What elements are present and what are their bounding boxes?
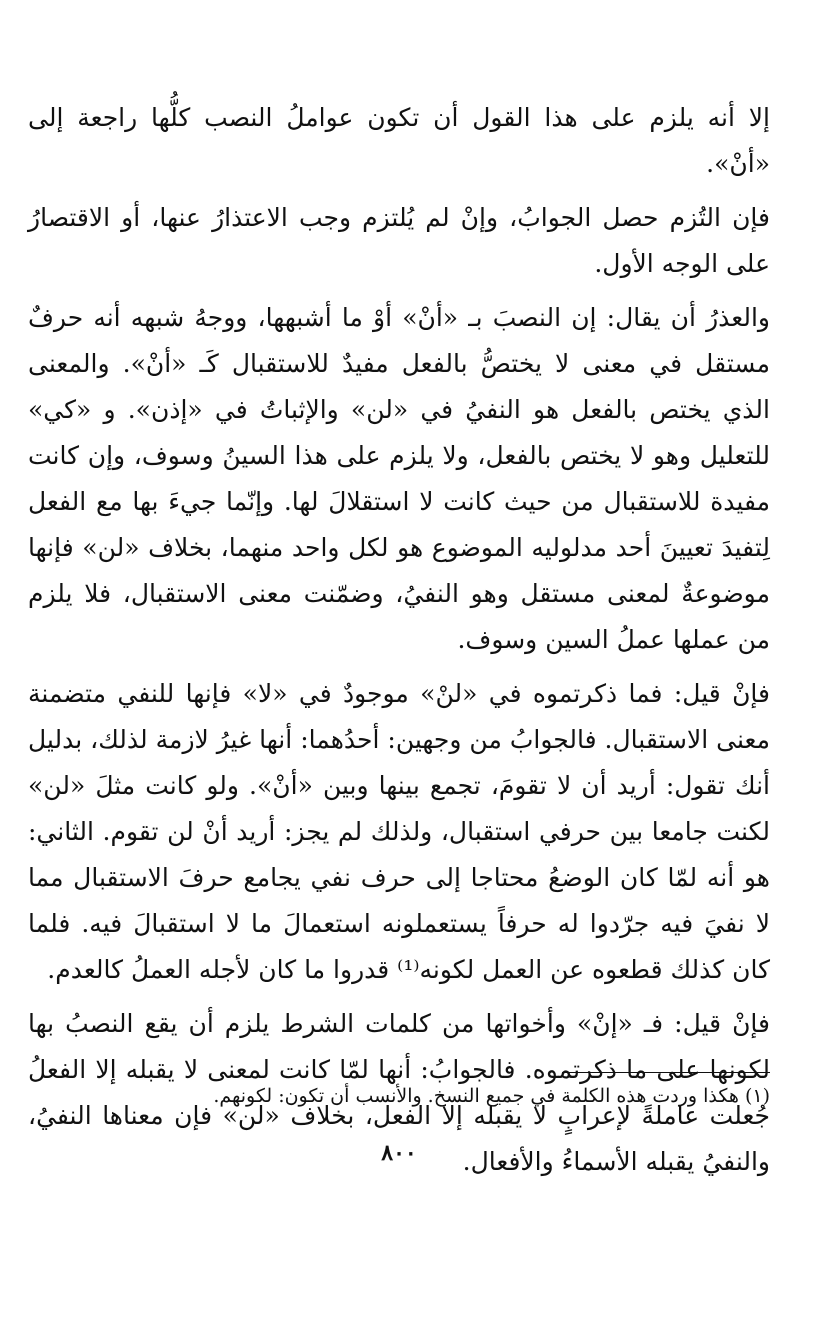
paragraph-1: إلا أنه يلزم على هذا القول أن تكون عواملُ النصب كلُّها راجعة إلى «أنْ». — [28, 103, 770, 178]
paragraph-5: فإنْ قيل: فـ «إنْ» وأخواتها من كلمات الشرط يلزم أن يقع النصبُ بها لكونها على ما ذكرتموه. فالجوابُ: أنها لمّا كانت لمعنى لا يقبله إلا الفعلُ جُعلت عاملةً لإعرابٍ لا يقبله إلا الفعل، بخلاف «لن» فإن معناها النفيُ، والنفيُ يقبله الأسماءُ والأفعال. — [28, 1009, 770, 1176]
book-page — [28, 95, 770, 1305]
page-number: ٨٠٠ — [381, 1140, 417, 1166]
footnote-divider — [562, 1072, 770, 1073]
paragraph-3: والعذرُ أن يقال: إن النصبَ بـ «أنْ» أوْ ما أشبهها، ووجهُ شبهه أنه حرفٌ مستقل في معنى لا يختصُّ بالفعل مفيدٌ للاستقبال كَـ «أنْ». والمعنى الذي يختص بالفعل هو النفيُ في «لن» والإثباتُ في «إذن». و «كي» للتعليل وهو لا يختص بالفعل، ولا يلزم على هذا السينُ وسوف، وإن كانت مفيدة للاستقبال من حيث كانت لا استقلالَ لها. وإنّما جيءَ بها مع الفعل لِتفيدَ تعيينَ أحد مدلوليه الموضوع هو لكل واحد منهما، بخلاف «لن» فإنها موضوعةٌ لمعنى مستقل وهو النفيُ، وضمّنت معنى الاستقبال، فلا يلزم من عملها عملُ السين وسوف. — [28, 303, 770, 654]
footnote: (١) هكذا وردت هذه الكلمة في جميع النسخ. والأنسب أن تكون: لكونهم. — [213, 1085, 770, 1107]
paragraph-4: فإنْ قيل: فما ذكرتموه في «لنْ» موجودٌ في «لا» فإنها للنفي متضمنة معنى الاستقبال. فالجوابُ من وجهين: أحدُهما: أنها غيرُ لازمة لذلك، بدليل أنك تقول: أريد أن لا تقومَ، تجمع بينها وبين «أنْ». ولو كانت مثلَ «لن» لكنت جامعا بين حرفي استقبال، ولذلك لم يجز: أريد أنْ لن تقوم. الثاني: هو أنه لمّا كان الوضعُ محتاجا إلى حرف نفي يجامع حرفَ الاستقبال مما لا نفيَ فيه جرّدوا له حرفاً يستعملونه استعمالَ ما لا استقبالَ فيه. فلما كان كذلك قطعوه عن العمل لكونه⁽¹⁾ قدروا ما كان لأجله العملُ كالعدم. — [28, 679, 770, 984]
paragraph-2: فإن التُزم حصل الجوابُ، وإنْ لم يُلتزم وجب الاعتذارُ عنها، أو الاقتصارُ على الوجه الأول. — [28, 203, 770, 278]
